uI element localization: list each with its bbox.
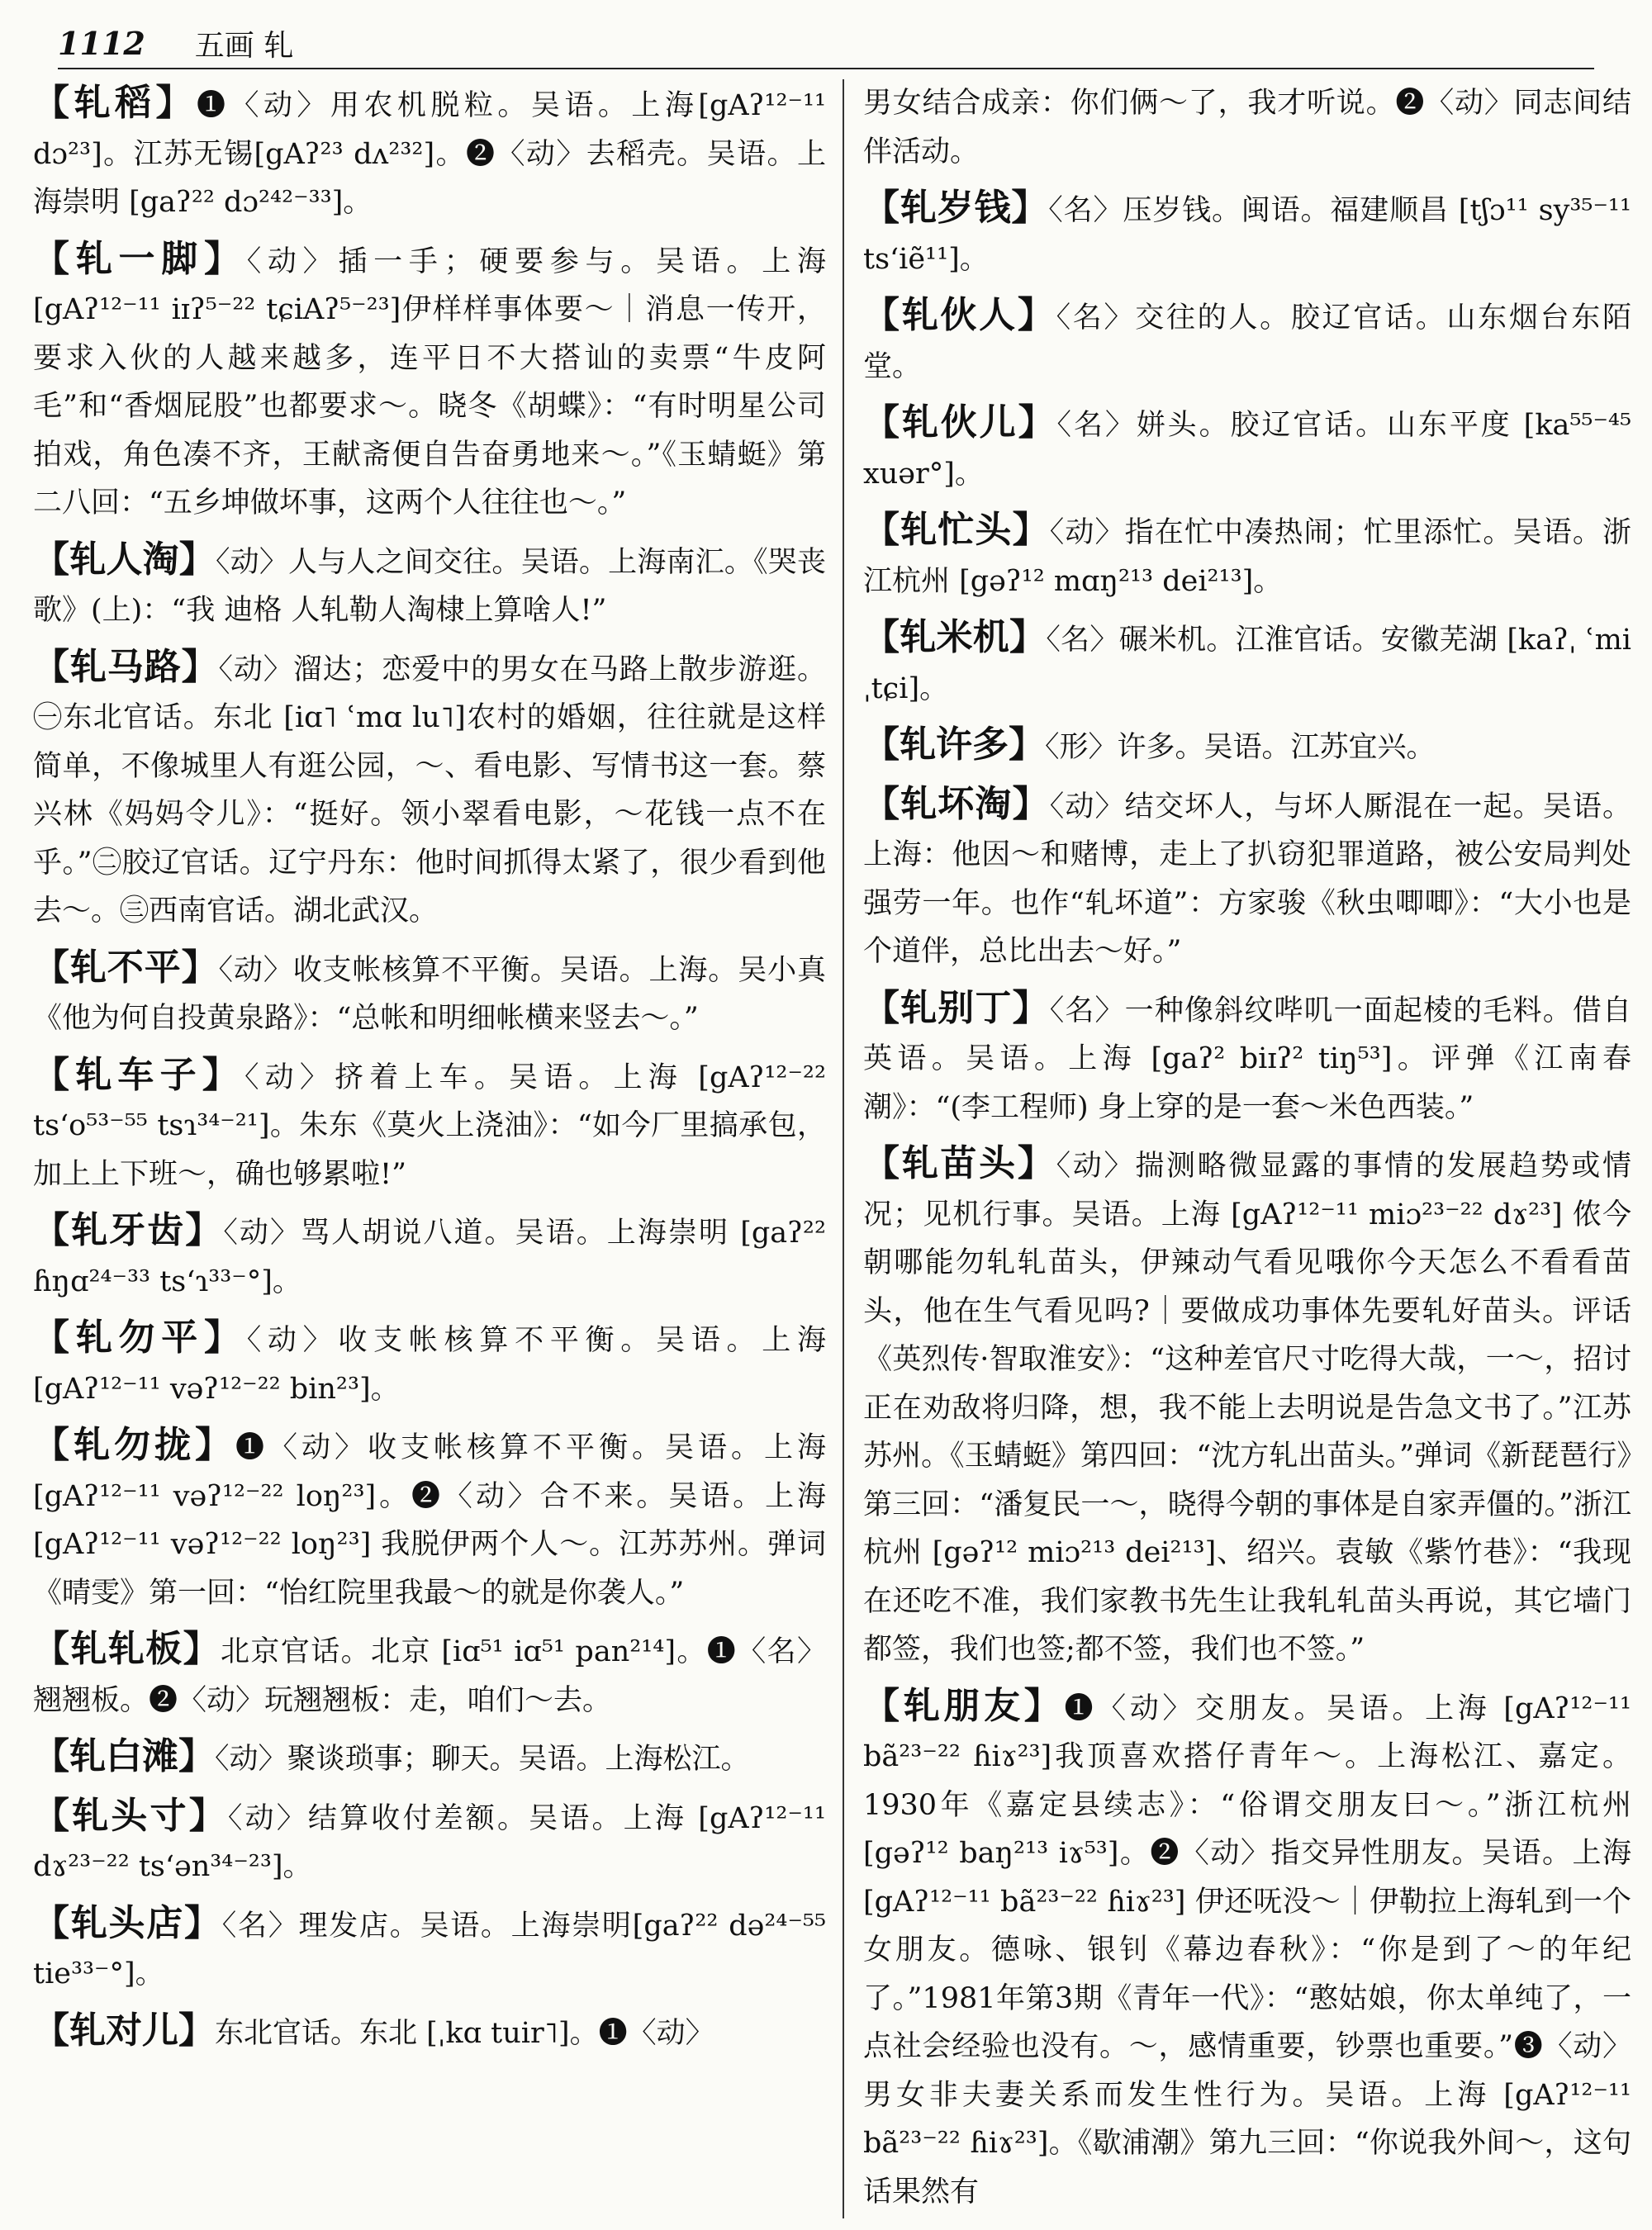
- dictionary-entry: [863, 1140, 1631, 1674]
- page-number: 1112: [58, 24, 145, 62]
- entry-definition: 〈名〉理发店。吴语。上海崇明[gaʔ²² də²⁴⁻⁵⁵ tie³³⁻°]。: [33, 1909, 826, 1990]
- entry-definition: 〈形〉许多。吴语。江苏宜兴。: [1045, 731, 1436, 764]
- entry-definition: 〈动〉骂人胡说八道。吴语。上海崇明 [gaʔ²² ɦŋɑ²⁴⁻³³ tsʻɿ³³⁻°]。: [33, 1217, 826, 1298]
- dictionary-entry: [33, 2007, 826, 2058]
- left-column: [33, 79, 826, 2218]
- entry-continuation: 男女结合成亲：你们俩～了，我才听说。❷〈动〉同志间结伴活动。: [863, 87, 1631, 168]
- entry-definition: 〈动〉收支帐核算不平衡。吴语。上海 [gAʔ¹²⁻¹¹ vəʔ¹²⁻²² bin²³]。: [33, 1324, 826, 1406]
- entry-definition: 〈动〉指在忙中凑热闹；忙里添忙。吴语。浙江杭州 [gəʔ¹² mɑŋ²¹³ dei²¹³]。: [863, 516, 1631, 598]
- entry-headword: 【轧别丁】: [863, 986, 1050, 1029]
- entry-headword: 【轧坏淘】: [863, 782, 1050, 825]
- entry-headword: 【轧轧板】: [33, 1628, 221, 1670]
- section-title: 五画 轧: [194, 28, 294, 63]
- dictionary-entry: [33, 1314, 826, 1413]
- dictionary-entry: [33, 79, 826, 227]
- entry-headword: 【轧苗头】: [863, 1142, 1056, 1184]
- entry-definition: ❶〈动〉交朋友。吴语。上海 [gAʔ¹²⁻¹¹ bã²³⁻²² ɦiɤ²³]我顶喜欢搭仔青年～。上海松江、嘉定。1930年《嘉定县续志》：“俗谓交朋友曰～。”浙江杭州 [gəʔ¹² baŋ²¹³ iɤ⁵³]。❷〈动〉指交异性朋友。吴语。上海 [gAʔ¹²⁻¹¹ bã²³⁻²² ɦiɤ²³] 伊还呒没～｜伊勒拉上海轧到一个女朋友。德咏、银钊《幕边春秋》：“你是到了～的年纪了。”1981年第3期《青年一代》：“憨姑娘，你太单纯了，一点社会经验也没有。～，感情重要，钞票也重要。”❸〈动〉男女非夫妻关系而发生性行为。吴语。上海 [gAʔ¹²⁻¹¹ bã²³⁻²² ɦiɤ²³]。《歇浦潮》第九三回：“你说我外间～，这句话果然有: [863, 1691, 1631, 2209]
- entry-definition: 〈动〉揣测略微显露的事情的发展趋势或情况；见机行事。吴语。上海 [gAʔ¹²⁻¹¹ miɔ²³⁻²² dɤ²³] 侬今朝哪能勿轧轧苗头，伊辣动气看见哦你今天怎么不看看苗头，他在生气看见吗?｜要做成功事体先要轧好苗头。评话《英烈传·智取淮安》：“这种差官尺寸吃得大哉，一～，招讨正在劝敌将归降，想，我不能上去明说是告急文书了。”江苏苏州。《玉蜻蜓》第四回：“沈方轧出苗头。”弹词《新琵琶行》第三回：“潘复民一～，晓得今朝的事体是自家弄僵的。”浙江杭州 [gəʔ¹² miɔ²¹³ dei²¹³]、绍兴。袁敏《紫竹巷》：“我现在还吃不准，我们家教书先生让我轧轧苗头再说，其它墙门都签，我们也签;都不签，我们也不签。”: [863, 1150, 1631, 1666]
- dictionary-entry: [863, 184, 1631, 283]
- dictionary-entry: [33, 536, 826, 635]
- entry-headword: 【轧勿平】: [33, 1317, 247, 1359]
- dictionary-entry: [33, 1792, 826, 1891]
- entry-headword: 【轧一脚】: [33, 237, 247, 280]
- entry-definition: 〈名〉压岁钱。闽语。福建顺昌 [tʃɔ¹¹ sy³⁵⁻¹¹ tsʻiẽ¹¹]。: [863, 194, 1631, 276]
- column-divider: [843, 79, 844, 2218]
- entry-headword: 【轧伙人】: [863, 294, 1056, 336]
- entry-definition: 北京官话。北京 [iɑ⁵¹ iɑ⁵¹ pan²¹⁴]。❶〈名〉翘翘板。❷〈动〉玩翘翘板：走，咱们～去。: [33, 1635, 826, 1717]
- dictionary-entry: [863, 292, 1631, 391]
- entry-headword: 【轧车子】: [33, 1053, 244, 1096]
- dictionary-entry: [33, 643, 826, 936]
- entry-definition: 〈动〉溜达；恋爱中的男女在马路上散步游逛。㊀东北官话。东北 [iɑ˥ ʿmɑ lu˥]农村的婚姻，往往就是这样简单，不像城里人有逛公园，～、看电影、写情书这一套。蔡兴林《妈妈令儿》：“挺好。领小翠看电影，～花钱一点不在乎。”㊁胶辽官话。辽宁丹东：他时间抓得太紧了，很少看到他去～。㊂西南官话。湖北武汉。: [33, 652, 826, 928]
- right-column: [863, 79, 1631, 2218]
- entry-definition: 〈名〉交往的人。胶辽官话。山东烟台东陌堂。: [863, 301, 1631, 383]
- entry-headword: 【轧不平】: [33, 946, 219, 989]
- entry-headword: 【轧朋友】: [863, 1684, 1065, 1727]
- dictionary-entry: [863, 506, 1631, 605]
- entry-definition: 东北官话。东北 [ˌkɑ tuir˥]。❶〈动〉: [215, 2016, 714, 2050]
- entry-definition: 〈动〉挤着上车。吴语。上海 [gAʔ¹²⁻²² tsʻo⁵³⁻⁵⁵ tsɿ³⁴⁻²¹]。朱东《莫火上浇油》：“如今厂里搞承包，加上上下班～，确也够累啦!”: [33, 1060, 826, 1191]
- dictionary-entry: [33, 1207, 826, 1306]
- entry-headword: 【轧头店】: [33, 1901, 222, 1944]
- dictionary-entry: [33, 1421, 826, 1617]
- entry-definition: 〈动〉人与人之间交往。吴语。上海南汇。《哭丧歌》(上)：“我 迪格 人轧勒人淘棣上算啥人!”: [33, 545, 826, 627]
- dictionary-entry: [33, 1900, 826, 1999]
- entry-headword: 【轧白滩】: [33, 1735, 215, 1777]
- entry-definition: 〈动〉结交坏人，与坏人厮混在一起。吴语。上海：他因～和赌博，走上了扒窃犯罪道路，被公安局判处强劳一年。也作“轧坏道”：方家骏《秋虫唧唧》：“大小也是个道伴，总比出去～好。”: [863, 790, 1631, 968]
- entry-headword: 【轧许多】: [863, 724, 1045, 766]
- dictionary-entry: [33, 1625, 826, 1725]
- entry-definition: 〈名〉碾米机。江淮官话。安徽芜湖 [kaʔˌ ʿmi ˌtɕi]。: [863, 624, 1631, 705]
- dictionary-entry: [863, 721, 1631, 772]
- entry-headword: 【轧伙儿】: [863, 401, 1057, 444]
- dictionary-entry: [863, 985, 1631, 1132]
- entry-headword: 【轧牙齿】: [33, 1209, 224, 1251]
- dictionary-entry: [33, 1051, 826, 1199]
- entry-headword: 【轧岁钱】: [863, 187, 1049, 229]
- entry-headword: 【轧稻】: [33, 82, 197, 124]
- entry-headword: 【轧对儿】: [33, 2009, 215, 2052]
- entry-definition: 〈名〉一种像斜纹哔叽一面起棱的毛料。借自英语。吴语。上海 [gaʔ² biɪʔ² tiŋ⁵³]。评弹《江南春潮》：“(李工程师) 身上穿的是一套～米色西装。”: [863, 994, 1631, 1124]
- entry-definition: 〈动〉插一手；硬要参与。吴语。上海 [gAʔ¹²⁻¹¹ iɪʔ⁵⁻²² tɕiAʔ⁵⁻²³]伊样样事体要～｜消息一传开，要求入伙的人越来越多，连平日不大搭讪的卖票“牛皮阿毛”和“香烟屁股”也都要求～。晓冬《胡蝶》：“有时明星公司拍戏，角色凑不齐，王献斋便自告奋勇地来～。”《玉蜻蜓》第二八回：“五乡坤做坏事，这两个人往往也～。”: [33, 244, 826, 520]
- entry-definition: 〈动〉聚谈琐事；聊天。吴语。上海松江。: [215, 1743, 750, 1776]
- dictionary-entry: [863, 614, 1631, 713]
- entry-definition: ❶〈动〉用农机脱粒。吴语。上海[gAʔ¹²⁻¹¹ dɔ²³]。江苏无锡[gAʔ²³ dʌ²³²]。❷〈动〉去稻壳。吴语。上海崇明 [gaʔ²² dɔ²⁴²⁻³³]。: [33, 89, 826, 219]
- dictionary-entry: [863, 780, 1631, 976]
- entry-headword: 【轧米机】: [863, 616, 1047, 658]
- entry-headword: 【轧忙头】: [863, 509, 1050, 551]
- entry-headword: 【轧勿拢】: [33, 1424, 235, 1466]
- entry-definition: 〈动〉收支帐核算不平衡。吴语。上海。吴小真《他为何自投黄泉路》：“总帐和明细帐横来竖去～。”: [33, 953, 826, 1035]
- entry-definition: 〈动〉结算收付差额。吴语。上海 [gAʔ¹²⁻¹¹ dɤ²³⁻²² tsʻən³⁴⁻²³]。: [33, 1801, 826, 1883]
- dictionary-entry: [33, 1733, 826, 1784]
- dictionary-entry: [33, 235, 826, 528]
- entry-definition: 〈名〉姘头。胶辽官话。山东平度 [ka⁵⁵⁻⁴⁵ xuər°]。: [863, 409, 1631, 491]
- dictionary-entry: [863, 1682, 1631, 2217]
- dictionary-entry: [33, 944, 826, 1043]
- page-header: [58, 18, 1594, 69]
- entry-definition: ❶〈动〉收支帐核算不平衡。吴语。上海 [gAʔ¹²⁻¹¹ vəʔ¹²⁻²² loŋ²³]。❷〈动〉合不来。吴语。上海 [gAʔ¹²⁻¹¹ vəʔ¹²⁻²² loŋ²³] 我脱伊两个人～。江苏苏州。弹词《晴雯》第一回：“怡红院里我最～的就是你袭人。”: [33, 1431, 826, 1610]
- entry-headword: 【轧人淘】: [33, 538, 216, 581]
- dictionary-entry: [863, 399, 1631, 498]
- entry-headword: 【轧头寸】: [33, 1794, 228, 1837]
- entry-headword: 【轧马路】: [33, 645, 219, 688]
